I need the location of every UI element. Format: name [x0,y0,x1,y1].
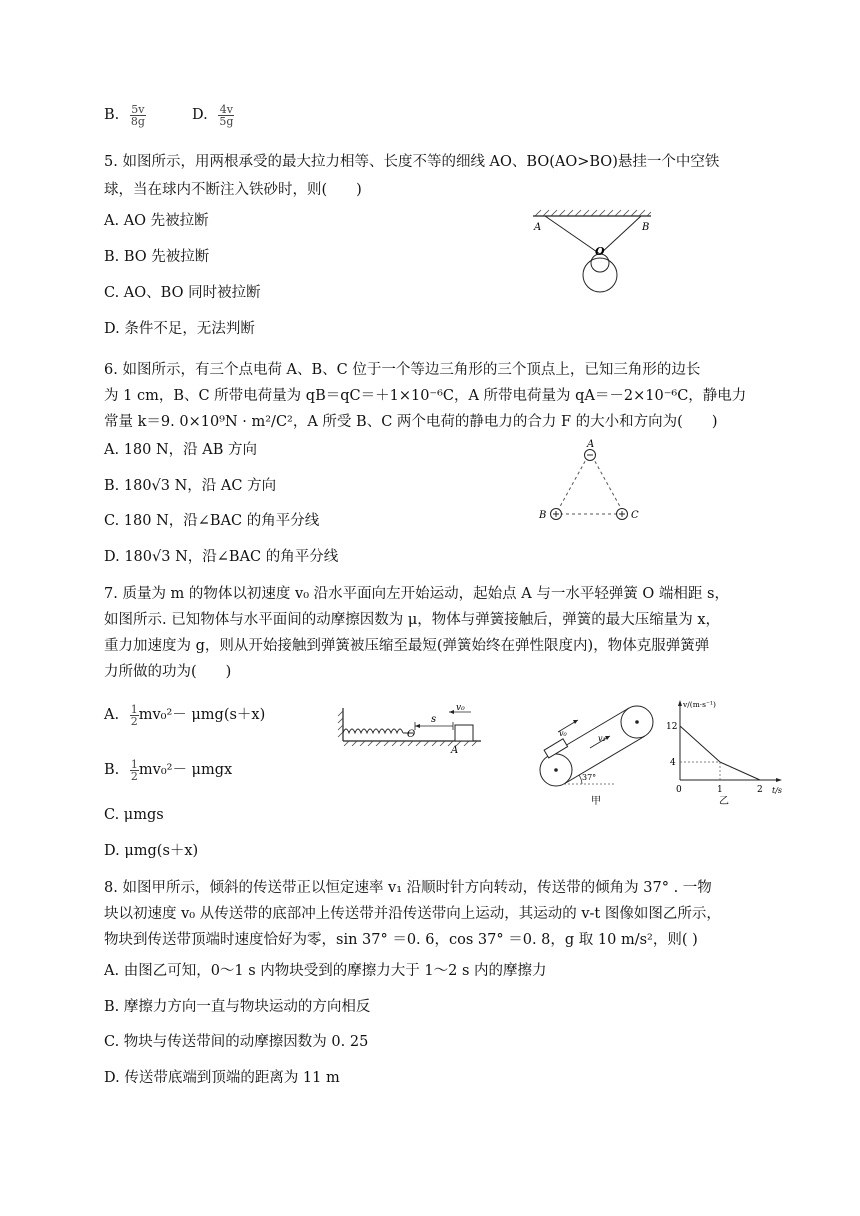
q8-jia-label-v0: v₀ [559,729,567,738]
q8-yi-xlabel: t/s [772,786,783,795]
q5-fig-label-a: A [534,222,542,233]
q8-stem-line1: 8. 如图甲所示，倾斜的传送带正以恒定速率 v₁ 沿顺时针方向转动，传送带的倾角为 37° . 一物 [104,880,712,896]
q7-option-a: A. $\frac{1}{2}$ mv₀²－ μmg(s＋x) [104,702,266,728]
q8-option-c: C. 物块与传送带间的动摩擦因数为 0. 25 [104,1034,369,1050]
q6-option-c: C. 180 N，沿∠BAC 的角平分线 [104,513,320,529]
q4-option-b-fraction: $\frac{5v}{8g}$ [130,102,145,128]
q6-option-d: D. 180√3 N，沿∠BAC 的角平分线 [104,549,339,565]
q7-fig-label-o: O [407,729,416,740]
q8-option-d: D. 传送带底端到顶端的距离为 11 m [104,1070,340,1086]
q7-fig-label-v0: v₀ [456,703,465,713]
q8-stem-line3: 物块到传送带顶端时速度恰好为零，sin 37° ＝0. 6，cos 37° ＝0. 8，g 取 10 m/s²，则( ) [104,932,698,948]
q7-stem-line4: 力所做的功为( ) [104,664,232,680]
q7-fig-label-a: A [451,745,459,755]
q6-figure-triangle [530,438,650,528]
q8-option-b: B. 摩擦力方向一直与物块运动的方向相反 [104,999,371,1015]
q4-option-d-fraction: $\frac{4v}{5g}$ [219,102,234,128]
q6-fig-label-a: A [587,439,595,450]
q8-yi-tick-0: 0 [676,785,682,795]
q7-option-b: B. $\frac{1}{2}$ mv₀²－ μmgx [104,757,233,783]
q8-yi-tick-12: 12 [666,722,678,732]
q5-fig-label-o: O [595,245,605,258]
q5-option-a: A. AO 先被拉断 [104,213,209,229]
q8-option-a: A. 由图乙可知，0～1 s 内物块受到的摩擦力大于 1～2 s 内的摩擦力 [104,963,547,979]
q5-fig-label-b: B [642,222,650,233]
q4-option-d: D. $\frac{4v}{5g}$ [192,102,234,128]
q6-fig-label-c: C [631,510,639,521]
q6-option-a: A. 180 N，沿 AB 方向 [104,442,258,458]
q5-option-d: D. 条件不足，无法判断 [104,321,255,337]
q8-yi-ylabel: v/(m·s⁻¹) [683,700,716,709]
q7-option-a-fraction: $\frac{1}{2}$ [130,702,138,728]
q8-jia-caption: 甲 [591,796,601,807]
q8-figure-conveyor-jia [536,700,660,810]
q8-figure-vt-yi [662,696,790,808]
q5-figure-hanging-ball [525,208,660,303]
q6-fig-label-b: B [539,510,547,521]
q7-option-c: C. μmgs [104,807,164,823]
q5-option-b: B. BO 先被拉断 [104,249,210,265]
q7-stem-line1: 7. 质量为 m 的物体以初速度 v₀ 沿水平面向左开始运动，起始点 A 与一水平轻弹簧 O 端相距 s， [104,586,729,602]
q6-stem-line1: 6. 如图所示，有三个点电荷 A、B、C 位于一个等边三角形的三个顶点上，已知三角形的边长 [104,362,701,378]
q5-option-c: C. AO、BO 同时被拉断 [104,285,261,301]
q5-stem-line1: 5. 如图所示，用两根承受的最大拉力相等、长度不等的细线 AO、BO(AO>BO)悬挂一个中空铁 [104,154,720,170]
q8-jia-label-angle: 37° [582,773,597,782]
q4-option-b: B. $\frac{5v}{8g}$ [104,102,145,128]
q7-fig-label-s: s [431,714,437,725]
q8-jia-label-v1: v₁ [598,734,606,743]
q6-stem-line3: 常量 k＝9. 0×10⁹N · m²/C²，A 所受 B、C 两个电荷的静电力的合力 F 的大小和方向为( ) [104,414,718,430]
q8-stem-line2: 块以初速度 v₀ 从传送带的底部冲上传送带并沿传送带向上运动，其运动的 v-t 图像如图乙所示， [104,906,721,922]
q7-stem-line2: 如图所示. 已知物体与水平面间的动摩擦因数为 μ，物体与弹簧接触后，弹簧的最大压缩量为 x， [104,612,721,628]
q5-stem-line2: 球，当在球内不断注入铁砂时，则( ) [104,182,362,198]
q7-figure-spring [335,703,485,755]
q7-option-d: D. μmg(s＋x) [104,843,199,859]
q8-yi-tick-1: 1 [717,785,723,795]
q8-yi-caption: 乙 [719,796,729,807]
q6-stem-line2: 为 1 cm，B、C 所带电荷量为 qB＝qC＝＋1×10⁻⁶C，A 所带电荷量为 qA＝－2×10⁻⁶C，静电力 [104,388,747,404]
q8-yi-tick-4: 4 [670,758,676,768]
q7-option-b-fraction: $\frac{1}{2}$ [130,757,138,783]
q7-stem-line3: 重力加速度为 g，则从开始接触到弹簧被压缩至最短(弹簧始终在弹性限度内)，物体克服弹簧弹 [104,638,710,654]
q6-option-b: B. 180√3 N，沿 AC 方向 [104,478,277,494]
q8-yi-tick-2: 2 [757,785,763,795]
